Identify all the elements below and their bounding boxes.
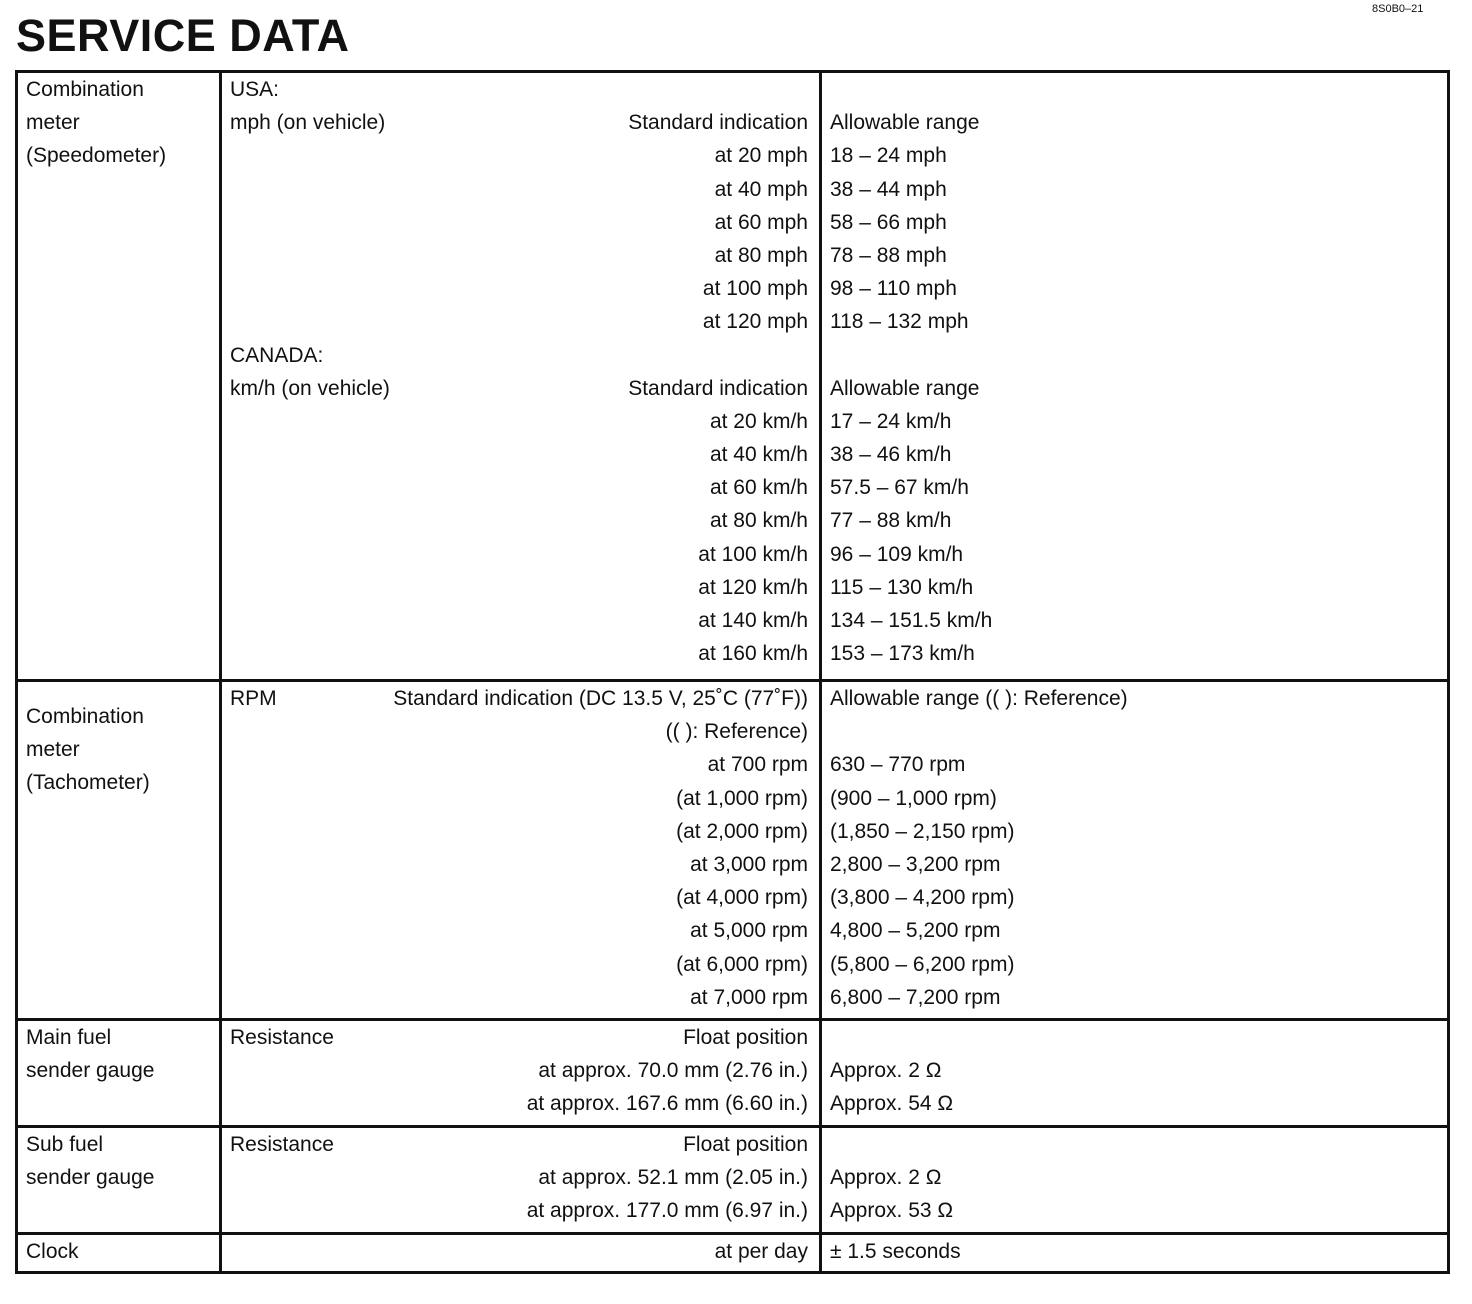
standard-cell (221, 1127, 821, 1234)
document-code: 8S0B0–21 (1372, 3, 1424, 15)
std-header: Standard indication (628, 376, 808, 400)
range-value: 57.5 – 67 km/h (830, 476, 969, 500)
std-value: at 100 km/h (698, 542, 808, 566)
range-header: Allowable range (830, 376, 980, 400)
component-cell (17, 1020, 221, 1127)
range-value: 134 – 151.5 km/h (830, 609, 993, 632)
std-header: Standard indication (628, 111, 808, 135)
range-cell (821, 72, 1449, 681)
component-label: Combination (26, 705, 144, 728)
range-value: 77 – 88 km/h (830, 509, 952, 533)
range-value: 38 – 46 km/h (830, 443, 952, 467)
unit-label: mph (on vehicle) (230, 111, 386, 135)
component-label: meter (26, 111, 80, 135)
range-value: 17 – 24 km/h (830, 409, 952, 433)
range-value: 4,800 – 5,200 rpm (830, 919, 1001, 943)
range-value: 153 – 173 km/h (830, 642, 975, 666)
component-cell (17, 1127, 221, 1234)
std-value: (at 4,000 rpm) (676, 886, 808, 910)
std-value: at 120 mph (702, 310, 808, 334)
service-data-table (15, 70, 1450, 1274)
component-cell (17, 681, 221, 1020)
range-value: 630 – 770 rpm (830, 753, 966, 777)
range-header: Allowable range (830, 111, 980, 135)
range-value: 98 – 110 mph (830, 277, 957, 301)
component-label: sender gauge (26, 1059, 155, 1083)
std-value: at approx. 70.0 mm (2.76 in.) (538, 1059, 808, 1083)
std-value: at 80 km/h (709, 509, 808, 533)
std-value: at per day (714, 1240, 808, 1263)
range-header: Allowable range (( ): Reference) (830, 687, 1128, 710)
range-value: ± 1.5 seconds (830, 1240, 961, 1263)
std-value: (at 6,000 rpm) (676, 952, 808, 976)
region-label: CANADA: (230, 343, 324, 367)
standard-cell (221, 72, 821, 681)
std-value: at 140 km/h (698, 609, 808, 632)
range-value: 118 – 132 mph (830, 310, 969, 334)
standard-cell (221, 1020, 821, 1127)
range-cell (821, 1020, 1449, 1127)
sub-fuel-section (17, 1127, 1449, 1234)
standard-cell (221, 1234, 821, 1273)
std-value: at approx. 177.0 mm (6.97 in.) (526, 1199, 808, 1223)
component-label: Combination (26, 78, 144, 101)
std-header: Standard indication (DC 13.5 V, 25˚C (77˚F)) (393, 687, 808, 710)
range-value: Approx. 2 Ω (830, 1166, 942, 1190)
range-cell (821, 1234, 1449, 1273)
component-label: Sub fuel (26, 1133, 104, 1156)
std-value: at 60 mph (714, 210, 808, 234)
range-value: 18 – 24 mph (830, 144, 947, 168)
clock-section (17, 1234, 1449, 1273)
range-value: 78 – 88 mph (830, 243, 947, 267)
measure-label: Resistance (230, 1026, 334, 1049)
component-label: Main fuel (26, 1026, 112, 1049)
component-label: Clock (26, 1240, 79, 1263)
std-header-note: (( ): Reference) (665, 720, 808, 744)
range-value: (1,850 – 2,150 rpm) (830, 819, 1015, 843)
range-value: 96 – 109 km/h (830, 542, 964, 566)
std-header: Float position (683, 1026, 808, 1049)
std-value: at 3,000 rpm (690, 852, 808, 876)
range-value: 2,800 – 3,200 rpm (830, 852, 1001, 876)
tachometer-section (17, 681, 1449, 1020)
region-label: USA: (230, 78, 280, 101)
main-fuel-section (17, 1020, 1449, 1127)
std-value: at 160 km/h (698, 642, 808, 666)
range-value: Approx. 2 Ω (830, 1059, 942, 1083)
range-cell (821, 1127, 1449, 1234)
component-label: (Tachometer) (26, 771, 150, 795)
range-value: 58 – 66 mph (830, 210, 947, 234)
std-value: at 700 rpm (707, 753, 808, 777)
measure-label: Resistance (230, 1133, 334, 1156)
component-label: sender gauge (26, 1166, 155, 1190)
std-value: at 20 mph (714, 144, 808, 168)
range-value: (900 – 1,000 rpm) (830, 786, 997, 810)
standard-cell (221, 681, 821, 1020)
std-value: (at 2,000 rpm) (676, 819, 808, 843)
std-value: at 60 km/h (709, 476, 808, 500)
range-value: 38 – 44 mph (830, 177, 947, 201)
std-value: at 5,000 rpm (690, 919, 808, 943)
component-cell (17, 72, 221, 681)
range-value: 6,800 – 7,200 rpm (830, 985, 1001, 1009)
range-cell (821, 681, 1449, 1020)
component-label: meter (26, 738, 80, 762)
std-value: at 40 mph (714, 177, 808, 201)
component-label: (Speedometer) (26, 144, 167, 168)
unit-label: RPM (230, 687, 277, 710)
unit-label: km/h (on vehicle) (230, 376, 390, 400)
std-value: at 100 mph (702, 277, 808, 301)
page-title: SERVICE DATA (16, 10, 350, 61)
range-value: Approx. 53 Ω (830, 1199, 954, 1223)
range-value: 115 – 130 km/h (830, 575, 974, 599)
std-value: at 7,000 rpm (690, 985, 808, 1009)
std-value: at 80 mph (714, 243, 808, 267)
std-header: Float position (683, 1133, 808, 1156)
std-value: at approx. 167.6 mm (6.60 in.) (526, 1092, 808, 1116)
range-value: Approx. 54 Ω (830, 1092, 954, 1116)
std-value: at 20 km/h (709, 409, 808, 433)
speedometer-section (17, 72, 1449, 681)
range-value: (3,800 – 4,200 rpm) (830, 886, 1015, 910)
component-cell (17, 1234, 221, 1273)
std-value: at 120 km/h (698, 575, 808, 599)
std-value: (at 1,000 rpm) (676, 786, 808, 810)
std-value: at approx. 52.1 mm (2.05 in.) (538, 1166, 808, 1190)
std-value: at 40 km/h (709, 443, 808, 467)
range-value: (5,800 – 6,200 rpm) (830, 952, 1015, 976)
